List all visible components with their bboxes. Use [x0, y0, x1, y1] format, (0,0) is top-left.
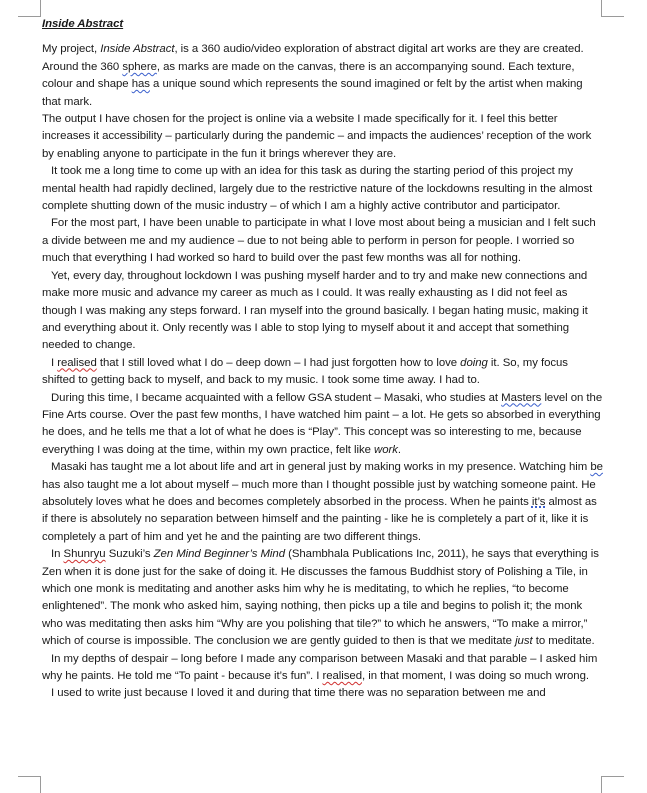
text-run: Suzuki’s: [105, 548, 154, 561]
paragraph-10: [42, 651, 604, 686]
grammar-flag-word[interactable]: Masters: [501, 391, 542, 404]
emphasis-italic: work: [374, 443, 398, 456]
crop-mark-bottom-right: [601, 776, 624, 793]
paragraph-7: [42, 390, 604, 460]
spelling-flag-word[interactable]: Shunryu: [63, 548, 106, 561]
paragraph-1: [42, 41, 604, 111]
grammar-flag-word[interactable]: has: [131, 78, 150, 91]
text-run: it. So, my focus shifted to getting back to myself, and back to my music. I took some time away. I had to.: [42, 356, 568, 387]
spelling-flag-word[interactable]: realised: [57, 356, 97, 369]
text-run: that I still loved what I do – deep down – I had just forgotten how to love: [96, 356, 461, 369]
paragraph-11: I used to write just because I loved it and during that time there was no separation between me and: [51, 687, 546, 700]
text-run: , is a 360 audio/video exploration of abstract digital art works are they are created. Around the 360: [42, 43, 584, 73]
crop-mark-bottom-left: [18, 776, 41, 793]
text-run: In my depths of despair – long before I made any comparison between Masaki and that parable – I asked him why he paints. He told me “To paint - because it’s fun”. I: [42, 652, 598, 683]
text-run: .: [397, 443, 402, 456]
emphasis-italic: just: [515, 635, 533, 648]
document-title: Inside Abstract: [42, 18, 124, 30]
paragraph-8: [42, 459, 604, 546]
style-flag-word[interactable]: it’s: [531, 495, 546, 508]
paragraph-6: [42, 355, 604, 390]
text-run: , in that moment, I was doing so much wrong.: [361, 670, 589, 683]
grammar-flag-word[interactable]: be: [590, 461, 603, 474]
text-run: , as marks are made on the canvas, there is an accompanying sound. Each texture, colour and shape: [42, 60, 575, 91]
text-run: Masaki has taught me a lot about life and art in general just by making works in my presence. Watching him: [51, 461, 591, 474]
text-run: In: [51, 548, 64, 561]
text-run: (Shambhala Publications Inc, 2011), he says that everything is Zen when it is done just for the sake of doing it. He discusses the famous Buddhist story of Polishing a Tile, in which one monk is meditating and another asks him why he is meditating, to which he replies, “to become enlightened”. The monk who asked him, saying nothing, then picks up a tile and begins to polish it; the monk who was meditating then asks him “Why are you polishing that tile?” to which he answers, “To make a mirror,” which of course is impossible. The conclusion we are gently guided to then is that we meditate: [42, 548, 599, 648]
text-run: almost as if there is absolutely no separation between himself and the painting - like he is completely a part of it, like it is completely a part of him and yet he and the painting are two different things.: [42, 495, 597, 543]
paragraph-5: Yet, every day, throughout lockdown I was pushing myself harder and to try and make new connections and make more music and advance my career as much as I could. It was really exhausting as I did not feel as though I was making any steps forward. I ran myself into the ground basically. I began hating music, making it and everything about it. Only recently was I able to stop lying to myself about it and accept that something needed to change.: [42, 269, 588, 352]
crop-mark-top-left: [18, 0, 41, 17]
text-run: I: [51, 356, 58, 369]
text-run: My project,: [42, 43, 101, 56]
spelling-flag-word[interactable]: realised: [322, 670, 362, 683]
paragraph-3: It took me a long time to come up with an idea for this task as during the starting period of this project my mental health had rapidly declined, largely due to the restrictive nature of the lockdowns resulting in the almost complete shutting down of the music industry – of which I am a highly active contributor and participator.: [42, 165, 593, 213]
crop-mark-top-right: [601, 0, 624, 17]
text-run: to meditate.: [532, 635, 595, 648]
project-title-italic: Inside Abstract: [100, 43, 175, 56]
paragraph-9: [42, 546, 604, 650]
text-run: a unique sound which represents the sound imagined or felt by the artist when making that mark.: [42, 78, 583, 108]
text-run: has also taught me a lot about myself – much more than I thought possible just by watching someone paint. He absolutely loves what he does and becomes completely absorbed in the process. When he paints: [42, 478, 596, 508]
document-body: [42, 16, 604, 703]
paragraph-2: The output I have chosen for the project is online via a website I made specifically for it. I feel this better increases it accessibility – particularly during the pandemic – and impacts the audiences’ reception of the work by enabling anyone to participate in the fun it brings wherever they are.: [42, 113, 592, 160]
emphasis-italic: doing: [460, 356, 488, 369]
text-run: During this time, I became acquainted with a fellow GSA student – Masaki, who studies at: [51, 391, 502, 404]
paragraph-4: For the most part, I have been unable to participate in what I love most about being a musician and I felt such a divide between me and my audience – due to not being able to perform in person for people. I worried so much that everything I had worked so hard to build over the past few months was all for nothing.: [42, 217, 596, 265]
text-run: level on the Fine Arts course. Over the past few months, I have watched him paint – a lot. He gets so absorbed in everything he does, and he tells me that a lot of what he does is “Play”. This concept was so interesting to me, because everything I was doing at the time, within my own practice, felt like: [42, 391, 603, 456]
grammar-flag-word[interactable]: sphere: [122, 60, 157, 73]
book-title-italic: Zen Mind Beginner’s Mind: [153, 548, 285, 561]
